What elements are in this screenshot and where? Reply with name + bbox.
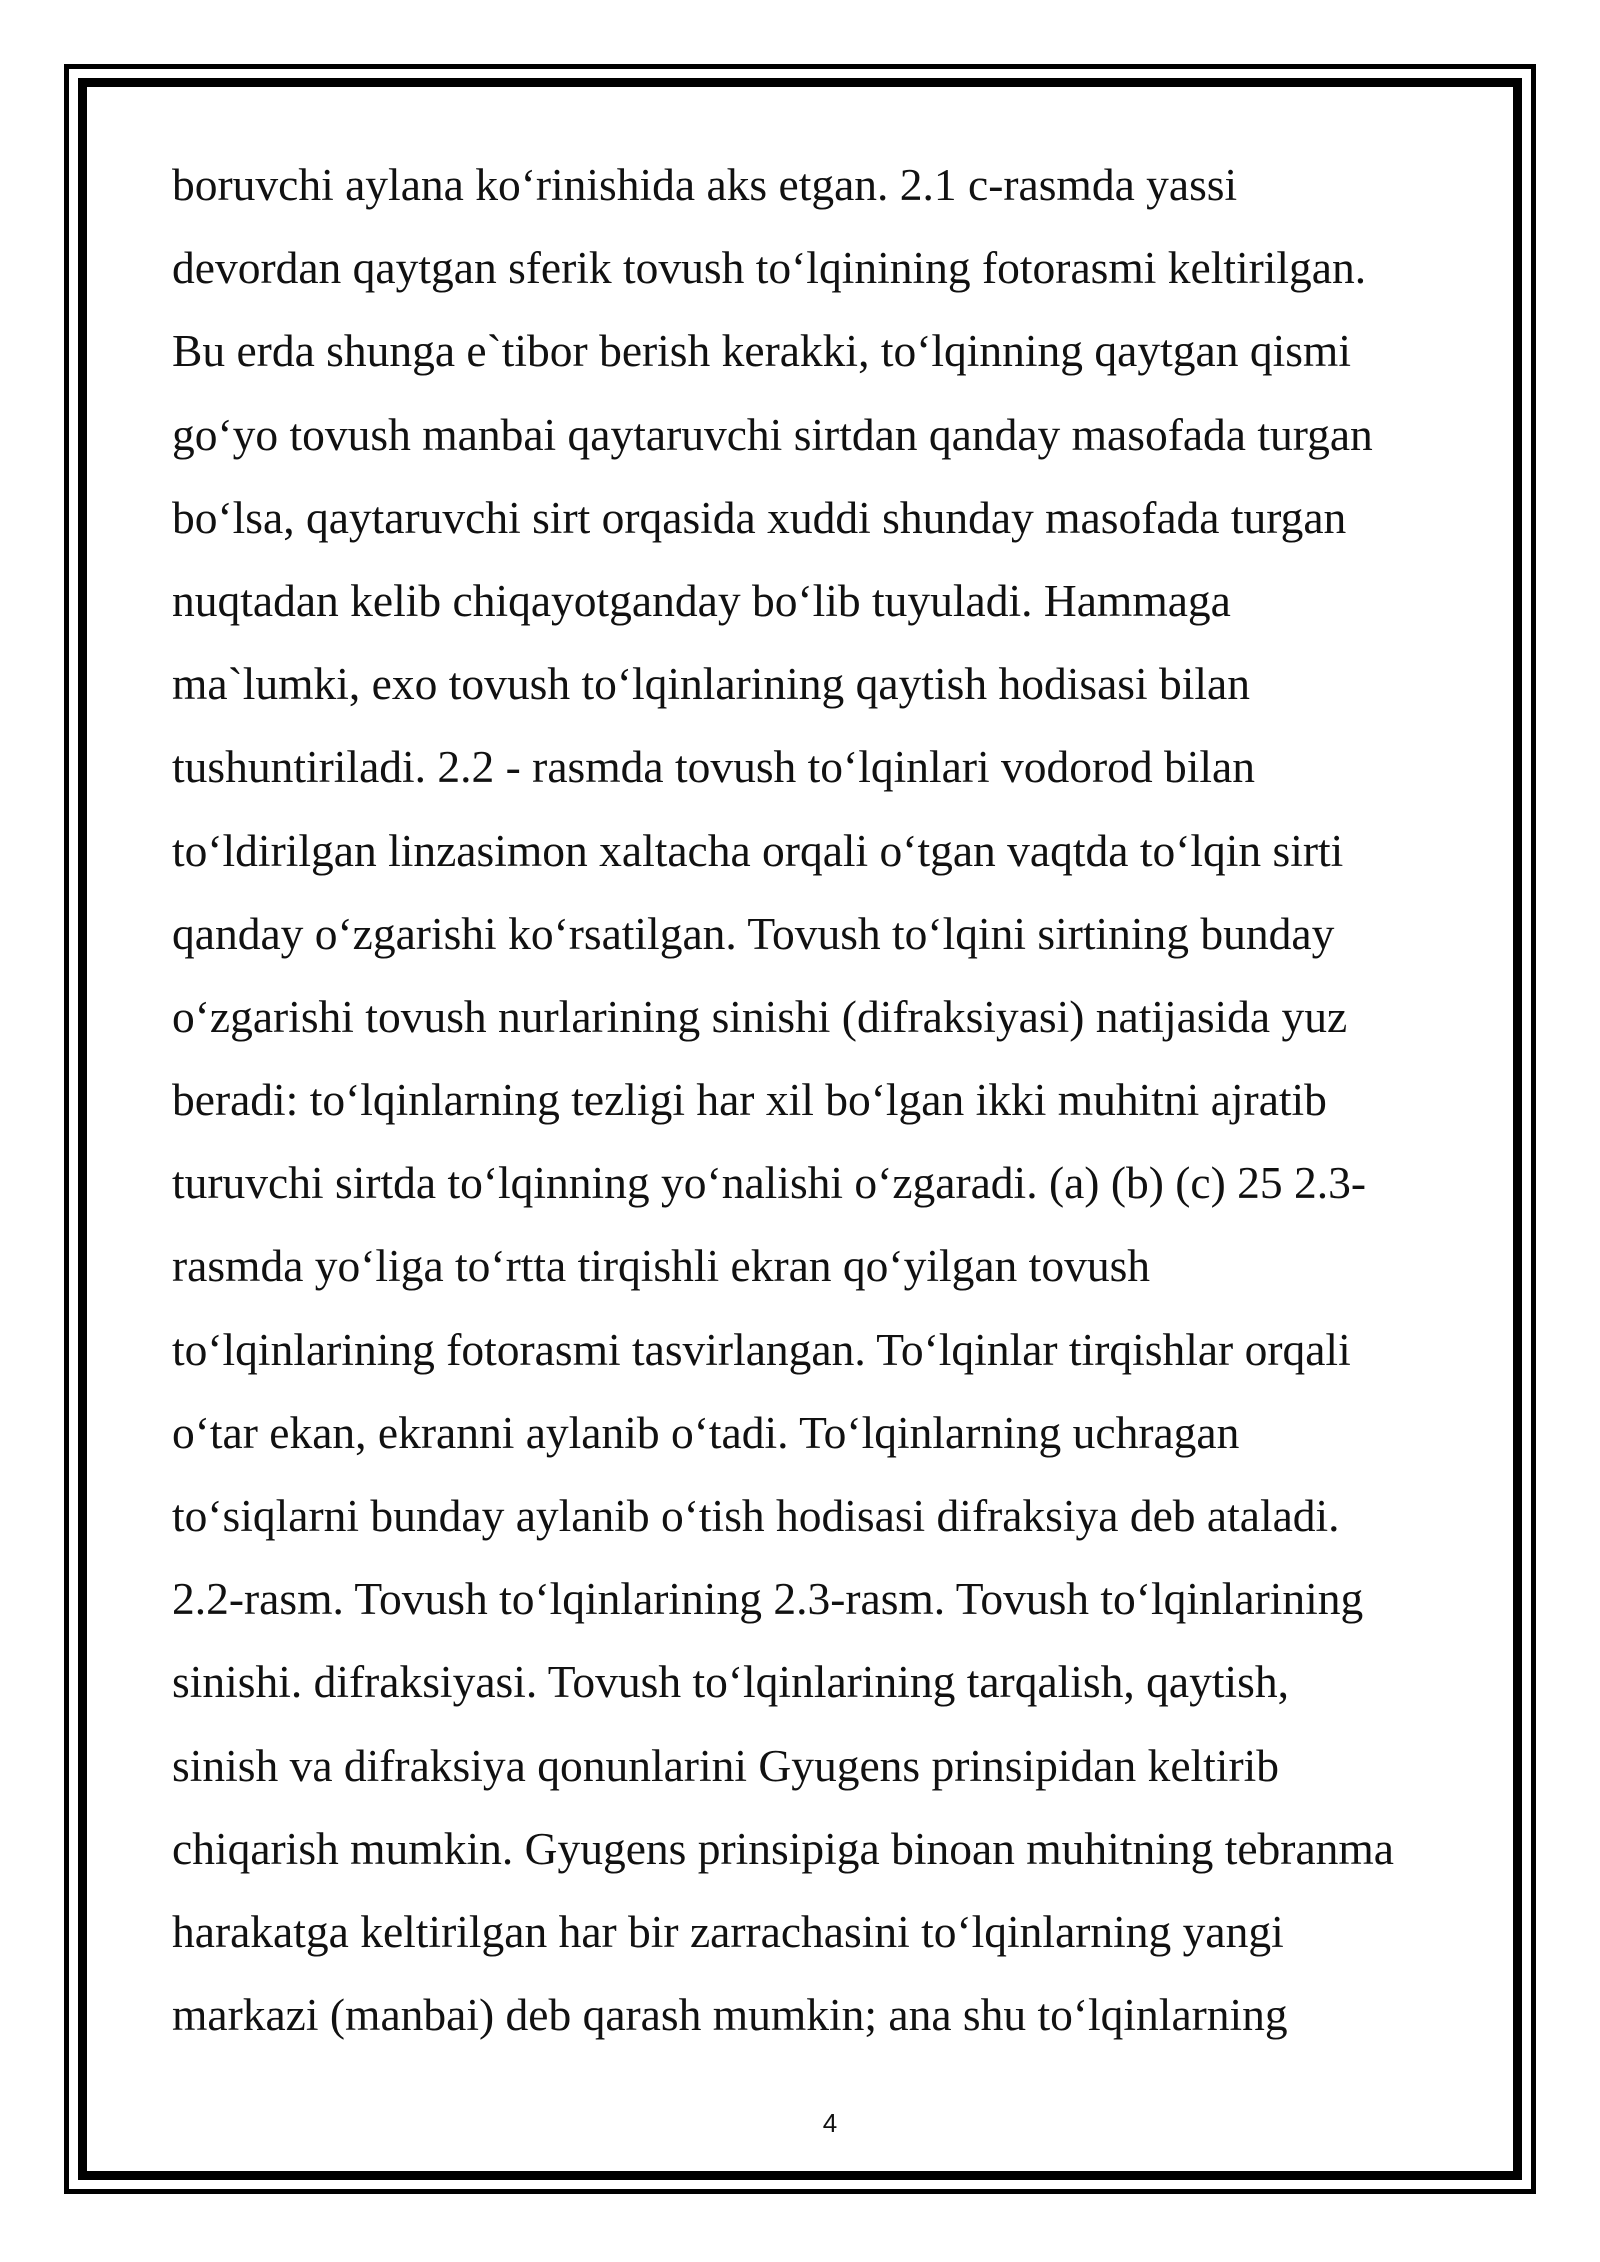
body-text [172, 155, 1502, 2068]
text-line: boruvchi aylana ko‘rinishida aks etgan. 2.1 c-rasmda yassi [172, 159, 1238, 210]
text-line: devordan qaytgan sferik tovush to‘lqinining fotorasmi keltirilgan. [172, 242, 1367, 294]
text-line: tushuntiriladi. 2.2 - rasmda tovush to‘lqinlari vodorod bilan [172, 741, 1256, 793]
text-line: to‘ldirilgan linzasimon xaltacha orqali o‘tgan vaqtda to‘lqin sirti [172, 824, 1344, 876]
text-line: chiqarish mumkin. Gyugens prinsipiga binoan muhitning tebranma [172, 1822, 1394, 1874]
text-line: to‘lqinlarining fotorasmi tasvirlangan. To‘lqinlar tirqishlar orqali [172, 1323, 1351, 1375]
text-line: o‘zgarishi tovush nurlarining sinishi (difraksiyasi) natijasida yuz [172, 990, 1348, 1042]
text-line: harakatga keltirilgan har bir zarrachasini to‘lqinlarning yangi [172, 1905, 1284, 1957]
text-line: qanday o‘zgarishi ko‘rsatilgan. Tovush to‘lqini sirtining bunday [172, 907, 1335, 959]
text-line: rasmda yo‘liga to‘rtta tirqishli ekran qo‘yilgan tovush [172, 1240, 1151, 1292]
text-line: markazi (manbai) deb qarash mumkin; ana shu to‘lqinlarning [172, 1989, 1288, 2041]
text-line: o‘tar ekan, ekranni aylanib o‘tadi. To‘lqinlarning uchragan [172, 1406, 1240, 1458]
text-line: bo‘lsa, qaytaruvchi sirt orqasida xuddi shunday masofada turgan [172, 491, 1347, 543]
page-number: 4 [822, 2108, 838, 2138]
text-line: go‘yo tovush manbai qaytaruvchi sirtdan qanday masofada turgan [172, 408, 1373, 460]
text-line: to‘siqlarni bunday aylanib o‘tish hodisasi difraksiya deb ataladi. [172, 1490, 1340, 1541]
text-line: sinishi. difraksiyasi. Tovush to‘lqinlarining tarqalish, qaytish, [172, 1656, 1289, 1708]
text-line: ma`lumki, exo tovush to‘lqinlarining qaytish hodisasi bilan [172, 658, 1250, 710]
text-line: beradi: to‘lqinlarning tezligi har xil bo‘lgan ikki muhitni ajratib [172, 1074, 1327, 1126]
text-line: sinish va difraksiya qonunlarini Gyugens prinsipidan keltirib [172, 1739, 1279, 1791]
text-line: 2.2-rasm. Tovush to‘lqinlarining 2.3-rasm. Tovush to‘lqinlarining [172, 1573, 1364, 1625]
text-line: turuvchi sirtda to‘lqinning yo‘nalishi o‘zgaradi. (a) (b) (c) 25 2.3- [172, 1157, 1367, 1209]
text-line: Bu erda shunga e`tibor berish kerakki, to‘lqinning qaytgan qismi [172, 325, 1351, 377]
text-line: nuqtadan kelib chiqayotganday bo‘lib tuyuladi. Hammaga [172, 574, 1231, 626]
